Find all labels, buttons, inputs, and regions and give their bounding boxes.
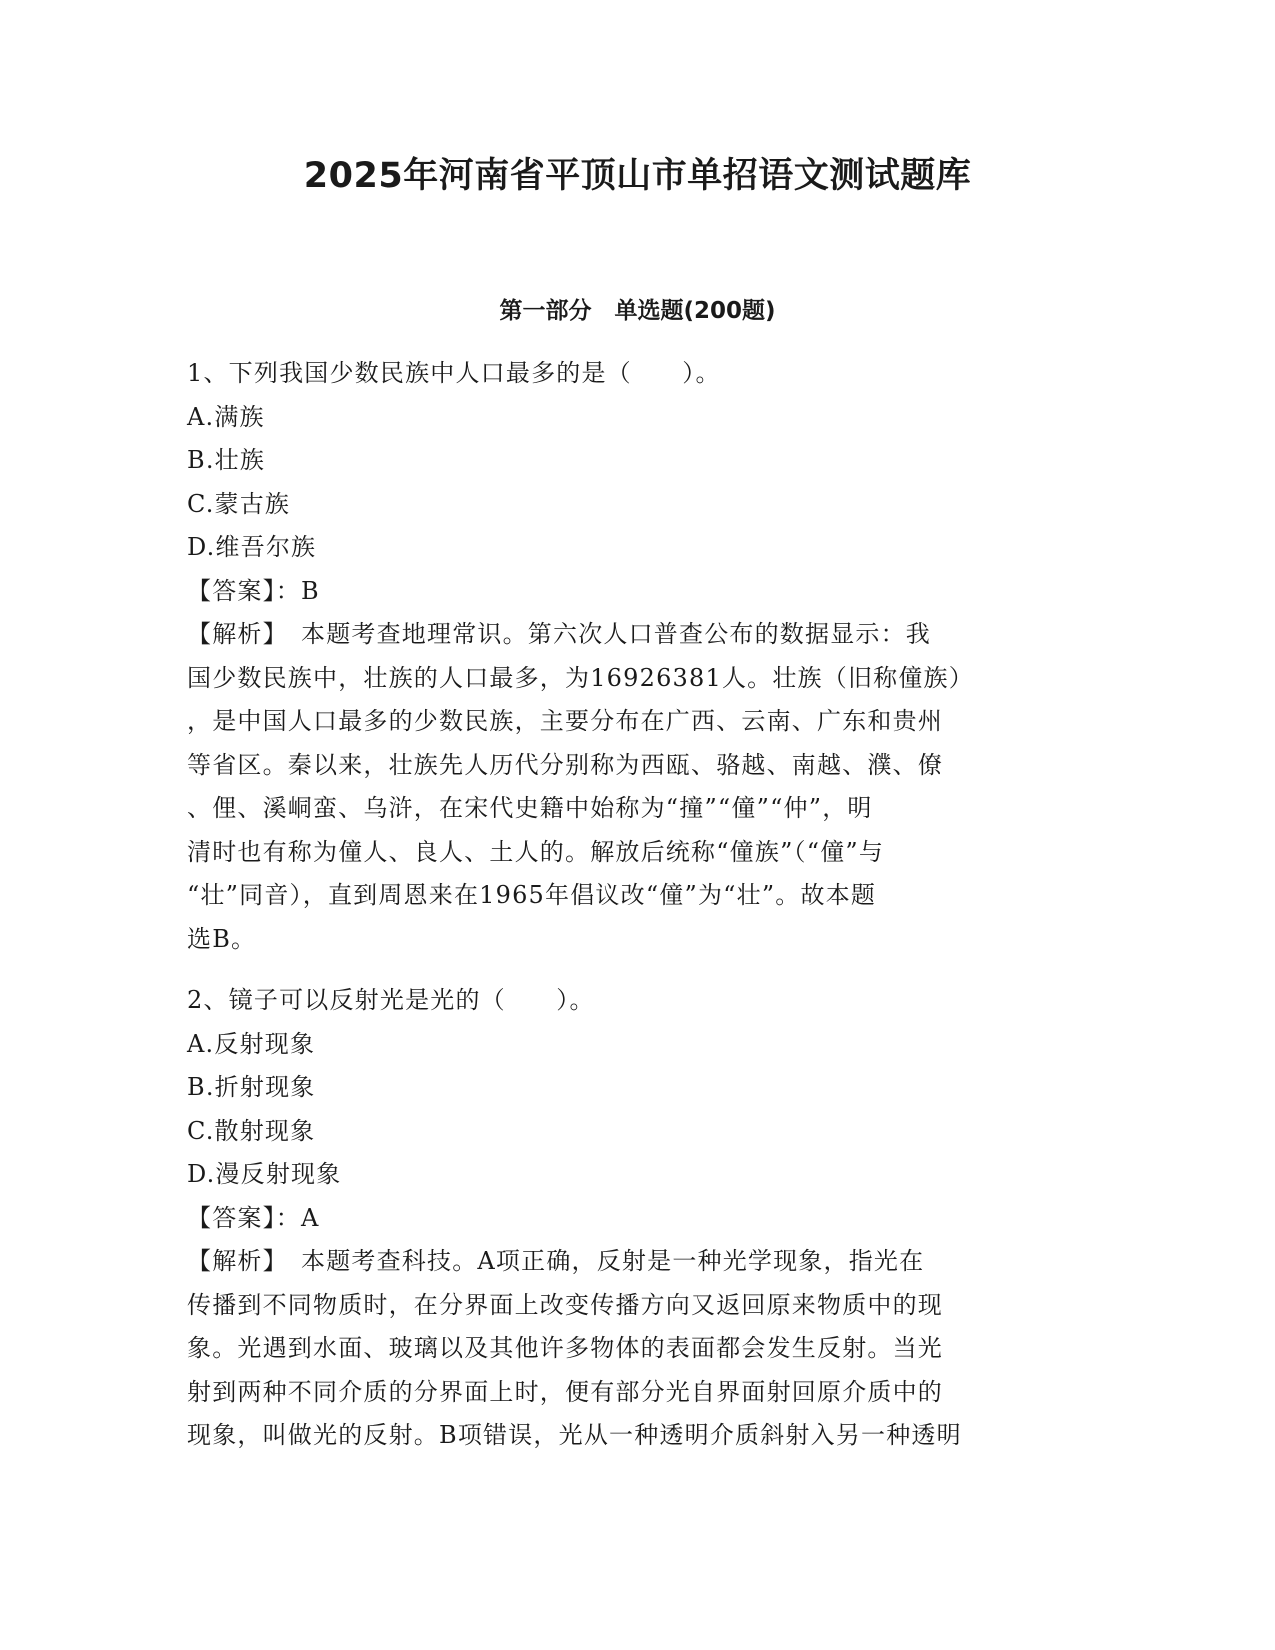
analysis-line: 清时也有称为僮人、良人、土人的。解放后统称“僮族”（“僮”与 bbox=[187, 837, 885, 866]
analysis-line: 选B。 bbox=[187, 924, 257, 953]
section-title: 第一部分 单选题(200题) bbox=[499, 298, 776, 324]
option-a: A.满族 bbox=[187, 402, 265, 431]
option-d: D.维吾尔族 bbox=[187, 533, 317, 561]
analysis-line: 现象，叫做光的反射。B项错误，光从一种透明介质斜射入另一种透明 bbox=[187, 1421, 962, 1449]
option-d: D.漫反射现象 bbox=[187, 1160, 342, 1188]
option-b: B.壮族 bbox=[187, 446, 266, 474]
question-1 bbox=[187, 352, 1087, 961]
option-c: C.蒙古族 bbox=[187, 489, 291, 518]
option-b: B.折射现象 bbox=[187, 1073, 316, 1101]
question-2 bbox=[187, 979, 1087, 1458]
option-c: C.散射现象 bbox=[187, 1116, 316, 1145]
analysis-line: 传播到不同物质时，在分界面上改变传播方向又返回原来物质中的现 bbox=[187, 1290, 943, 1319]
question-spacer bbox=[187, 961, 1087, 979]
question-stem: 2、镜子可以反射光是光的（ ）。 bbox=[187, 986, 595, 1014]
analysis-line: 、俚、溪峒蛮、乌浒，在宋代史籍中始称为“撞”“僮”“仲”，明 bbox=[187, 794, 873, 822]
analysis-line: “壮”同音），直到周恩来在1965年倡议改“僮”为“壮”。故本题 bbox=[187, 881, 877, 909]
analysis-line: 象。光遇到水面、玻璃以及其他许多物体的表面都会发生反射。当光 bbox=[187, 1334, 943, 1362]
analysis-line: 国少数民族中，壮族的人口最多，为16926381人。壮族（旧称僮族） bbox=[187, 663, 974, 692]
document-title: 2025年河南省平顶山市单招语文测试题库 bbox=[303, 156, 972, 196]
analysis-line: 【解析】 本题考查科技。A项正确，反射是一种光学现象，指光在 bbox=[187, 1247, 925, 1275]
analysis-line: 【解析】 本题考查地理常识。第六次人口普查公布的数据显示：我 bbox=[187, 620, 931, 648]
option-a: A.反射现象 bbox=[187, 1029, 316, 1058]
answer: 【答案】：A bbox=[187, 1203, 320, 1232]
question-stem: 1、下列我国少数民族中人口最多的是（ ）。 bbox=[187, 359, 721, 387]
analysis-line: 射到两种不同介质的分界面上时，便有部分光自界面射回原介质中的 bbox=[187, 1377, 943, 1406]
analysis-line: 等省区。秦以来，壮族先人历代分别称为西瓯、骆越、南越、濮、僚 bbox=[187, 750, 943, 779]
answer: 【答案】：B bbox=[187, 576, 320, 605]
analysis-line: ，是中国人口最多的少数民族，主要分布在广西、云南、广东和贵州 bbox=[187, 707, 943, 735]
question-list bbox=[187, 352, 1087, 1458]
